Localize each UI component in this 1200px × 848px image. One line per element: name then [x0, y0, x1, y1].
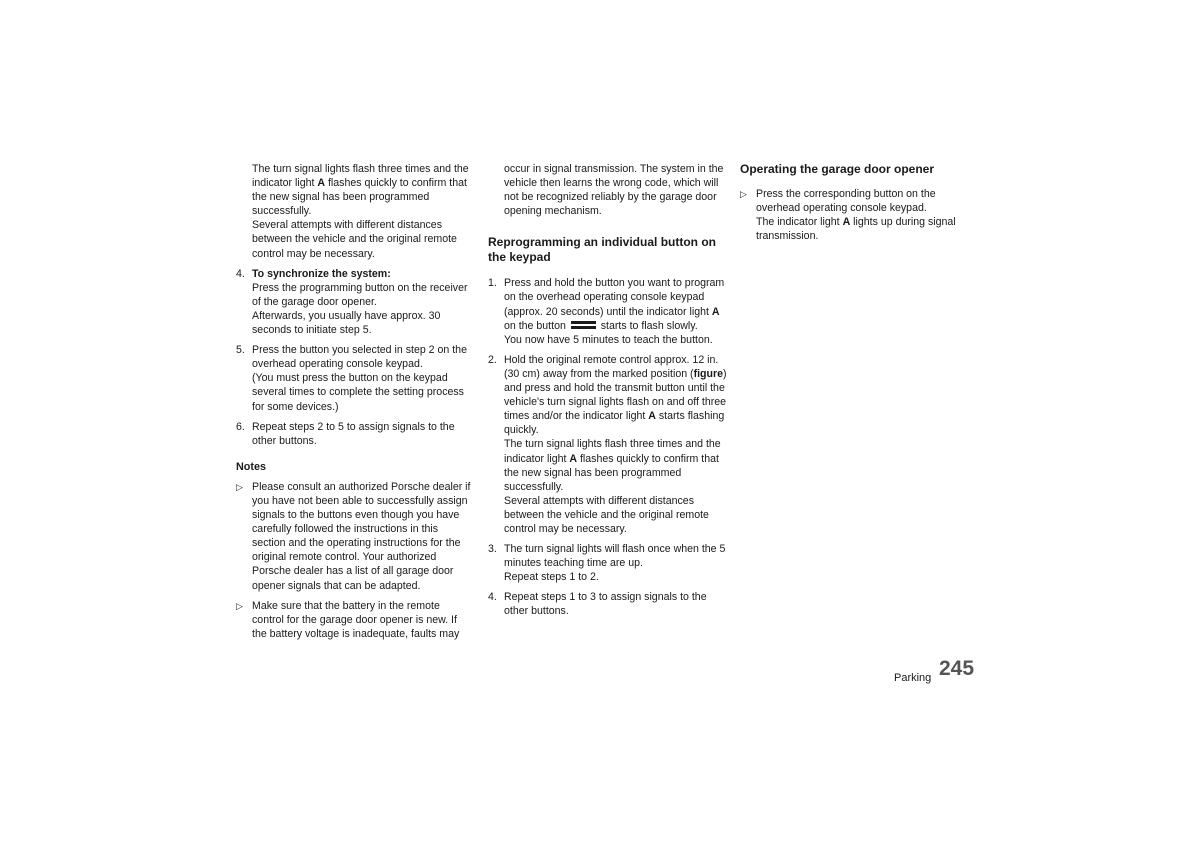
text: lights up during signal transmission. [756, 215, 956, 242]
note-item [236, 480, 474, 593]
step-text: The turn signal lights will flash once when the 5 minutes teaching time are up. [504, 543, 726, 570]
paragraph: Several attempts with different distances between the vehicle and the original remote control may be necessary. [252, 219, 457, 260]
step-5 [236, 343, 474, 413]
column-right [740, 162, 970, 249]
section-name: Parking [894, 672, 932, 684]
indicator-light-label: A [569, 452, 578, 465]
keypad-button-icon [571, 321, 596, 330]
section-heading: Reprogramming an individual button on the keypad [488, 235, 716, 264]
step-text: Repeat steps 2 to 5 to assign signals to the other buttons. [252, 420, 455, 447]
section-heading: Operating the garage door opener [740, 162, 935, 176]
triangle-bullet-icon: ▷ [236, 481, 243, 492]
text: The turn signal lights flash three times and the indicator light [252, 163, 469, 190]
step-text: Repeat steps 1 to 3 to assign signals to the other buttons. [504, 591, 707, 618]
indicator-light-label: A [317, 177, 326, 190]
step-text: Several attempts with different distances between the vehicle and the original remote control may be necessary. [504, 494, 709, 535]
text: Hold the original remote control approx. 12 in. (30 cm) away from the marked position ( [504, 353, 719, 380]
step-text: Press the programming button on the receiver of the garage door opener. [252, 281, 468, 308]
step-text: Repeat steps 1 to 2. [504, 571, 599, 584]
text: The indicator light [756, 215, 843, 228]
step-number: 5. [236, 344, 245, 357]
indicator-light-label: A [842, 215, 851, 228]
page-number: 245 [939, 657, 975, 680]
step-number: 6. [236, 420, 245, 433]
continued-paragraph [488, 162, 728, 218]
step-3 [488, 542, 728, 584]
step-1 [488, 276, 728, 346]
column-left [236, 162, 474, 647]
triangle-bullet-icon: ▷ [740, 188, 747, 199]
instruction-text [756, 215, 970, 243]
step-2 [488, 353, 728, 536]
indicator-light-label: A [648, 410, 656, 423]
step-text: Afterwards, you usually have approx. 30 seconds to initiate step 5. [252, 309, 441, 337]
instruction-text: Press the corresponding button on the overhead operating console keypad. [756, 187, 936, 214]
note-text: Please consult an authorized Porsche dealer if you have not been able to successfully assign signals to the buttons even though you have carefully followed the instructions in this section and the operating instructions for the original remote control. Your authorized Porsche dealer has a list of all garage door opener signals that can be adapted. [252, 480, 471, 592]
step-number: 4. [236, 267, 245, 280]
continued-paragraph [236, 162, 474, 261]
step-number: 3. [488, 543, 497, 556]
text: The turn signal lights flash three times and the indicator light [504, 438, 721, 465]
text: ) and press and hold the transmit button until the vehicle's turn signal lights flash on and off three times and/or the indicator light [504, 367, 727, 423]
paragraph: occur in signal transmission. The system in the vehicle then learns the wrong code, which will not be recognized reliably by the garage door opening mechanism. [504, 163, 724, 218]
indicator-light-label: A [711, 305, 720, 318]
text: starts flashing quickly. [504, 410, 725, 437]
note-text: Make sure that the battery in the remote control for the garage door opener is new. If the battery voltage is inadequate, faults may [252, 599, 460, 640]
text: flashes quickly to confirm that the new signal has been programmed successfully. [504, 452, 719, 493]
instruction-item [740, 187, 970, 243]
text: Press and hold the button you want to program on the overhead operating console keypad (approx. 20 seconds) until the indicator light [504, 277, 725, 318]
step-4 [236, 267, 474, 337]
paragraph [252, 162, 474, 218]
step-number: 2. [488, 353, 497, 366]
step-text [504, 353, 728, 438]
column-middle [488, 162, 728, 625]
step-number: 1. [488, 277, 497, 290]
step-text: (You must press the button on the keypad several times to complete the setting process for some devices.) [252, 372, 464, 413]
step-6 [236, 420, 474, 448]
notes-heading: Notes [236, 460, 266, 473]
step-text [504, 437, 728, 493]
step-text: You now have 5 minutes to teach the button. [504, 333, 713, 346]
text: flashes quickly to confirm that the new signal has been programmed successfully. [252, 177, 467, 218]
figure-reference: figure [693, 367, 724, 380]
step-text [504, 276, 728, 332]
text: starts to flash slowly. [597, 319, 698, 332]
triangle-bullet-icon: ▷ [236, 600, 243, 611]
step-title: To synchronize the system: [252, 267, 391, 280]
step-text: Press the button you selected in step 2 on the overhead operating console keypad. [252, 344, 467, 371]
step-4 [488, 590, 728, 618]
step-number: 4. [488, 591, 497, 604]
text: on the button [504, 319, 569, 332]
note-item [236, 599, 474, 641]
